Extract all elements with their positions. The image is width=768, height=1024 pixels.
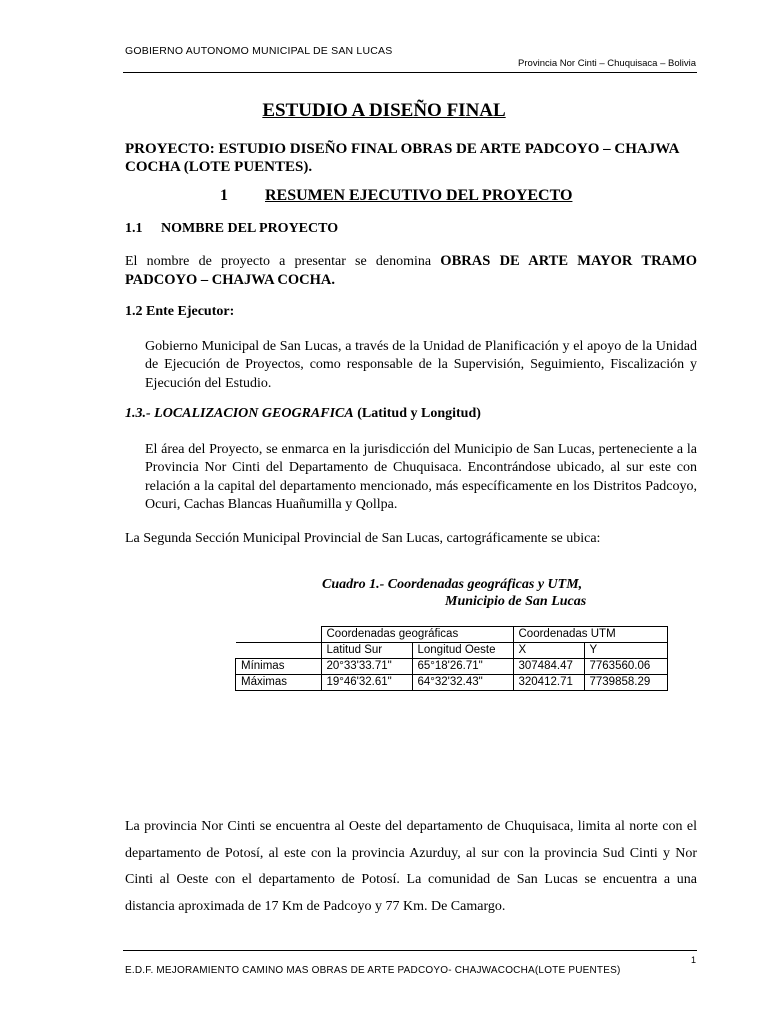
- row-label: Mínimas: [236, 659, 322, 675]
- cell-lat: 19°46'32.61": [321, 675, 412, 691]
- cell-lat: 20°33'33.71": [321, 659, 412, 675]
- subsection-1-1-heading: [125, 221, 338, 237]
- cell-lon: 65°18'26.71": [412, 659, 513, 675]
- table-column-header-row: [236, 643, 668, 659]
- table-caption-line2: Municipio de San Lucas: [445, 594, 587, 609]
- header-location: Provincia Nor Cinti – Chuquisaca – Bolivia: [518, 58, 696, 69]
- group-header-utm: Coordenadas UTM: [513, 627, 667, 643]
- footer-divider: [123, 950, 697, 951]
- header-divider: [123, 72, 697, 73]
- coordinates-table: [235, 626, 668, 691]
- paragraph-text: El nombre de proyecto a presentar se denomina: [125, 254, 441, 269]
- table-row: [236, 675, 668, 691]
- table-row: [236, 659, 668, 675]
- document-title: ESTUDIO A DISEÑO FINAL: [262, 100, 506, 121]
- cell-x: 307484.47: [513, 659, 584, 675]
- cell-lon: 64°32'32.43": [412, 675, 513, 691]
- project-name-paragraph: [125, 252, 697, 291]
- column-header-lat: Latitud Sur: [321, 643, 412, 659]
- subsection-title-rest: (Latitud y Longitud): [353, 406, 481, 421]
- cell-x: 320412.71: [513, 675, 584, 691]
- cell-y: 7739858.29: [584, 675, 667, 691]
- cell-y: 7763560.06: [584, 659, 667, 675]
- column-header-x: X: [513, 643, 584, 659]
- group-header-geographic: Coordenadas geográficas: [321, 627, 513, 643]
- section-number: 1: [220, 187, 228, 204]
- subsection-1-3-heading: [125, 406, 481, 422]
- row-label: Máximas: [236, 675, 322, 691]
- project-title: PROYECTO: ESTUDIO DISEÑO FINAL OBRAS DE ARTE PADCOYO – CHAJWA COCHA (LOTE PUENTES).: [125, 141, 679, 175]
- section-title: RESUMEN EJECUTIVO DEL PROYECTO: [265, 187, 573, 204]
- table-empty-cell: [236, 643, 322, 659]
- column-header-y: Y: [584, 643, 667, 659]
- page-number: 1: [690, 955, 696, 965]
- cartographic-paragraph: La Segunda Sección Municipal Provincial de San Lucas, cartográficamente se ubica:: [125, 531, 601, 546]
- table-empty-cell: [236, 627, 322, 643]
- section-heading: [220, 187, 572, 205]
- column-header-lon: Longitud Oeste: [412, 643, 513, 659]
- province-paragraph: La provincia Nor Cinti se encuentra al Oeste del departamento de Chuquisaca, limita al norte con el departamento de Potosí, al este con la provincia Azurduy, al sur con la provincia Sud Cinti y Nor Cinti al Oeste con el departamento de Potosí. La comunidad de San Lucas se encuentra a una distancia aproximada de 17 Km de Padcoyo y 77 Km. De Camargo.: [125, 819, 697, 914]
- subsection-title: NOMBRE DEL PROYECTO: [161, 221, 339, 236]
- table-group-header-row: [236, 627, 668, 643]
- project-name-bold: OBRAS DE ARTE MAYOR TRAMO PADCOYO – CHAJWA COCHA.: [125, 253, 697, 289]
- executor-paragraph: Gobierno Municipal de San Lucas, a través de la Unidad de Planificación y el apoyo de la Unidad de Ejecución de Proyectos, como responsable de la Supervisión, Seguimiento, Fiscalización y Ejecución del Estudio.: [145, 339, 697, 391]
- footer-text: E.D.F. MEJORAMIENTO CAMINO MAS OBRAS DE ARTE PADCOYO- CHAJWACOCHA(LOTE PUENTES): [125, 965, 621, 976]
- subsection-title-italic: 1.3.- LOCALIZACION GEOGRAFICA: [125, 406, 354, 421]
- table-caption-line1: Cuadro 1.- Coordenadas geográficas y UTM,: [322, 577, 583, 592]
- location-paragraph: El área del Proyecto, se enmarca en la jurisdicción del Municipio de San Lucas, perteneciente a la Provincia Nor Cinti del Departamento de Chuquisaca. Encontrándose ubicado, al sur este con relación a la capital del departamento mencionado, más específicamente en los Distritos Padcoyo, Ocuri, Cachas Blancas Huañumilla y Qollpa.: [145, 442, 697, 512]
- header-organization: GOBIERNO AUTONOMO MUNICIPAL DE SAN LUCAS: [125, 45, 393, 57]
- subsection-1-2-heading: 1.2 Ente Ejecutor:: [125, 304, 235, 319]
- subsection-number: 1.1: [125, 221, 143, 236]
